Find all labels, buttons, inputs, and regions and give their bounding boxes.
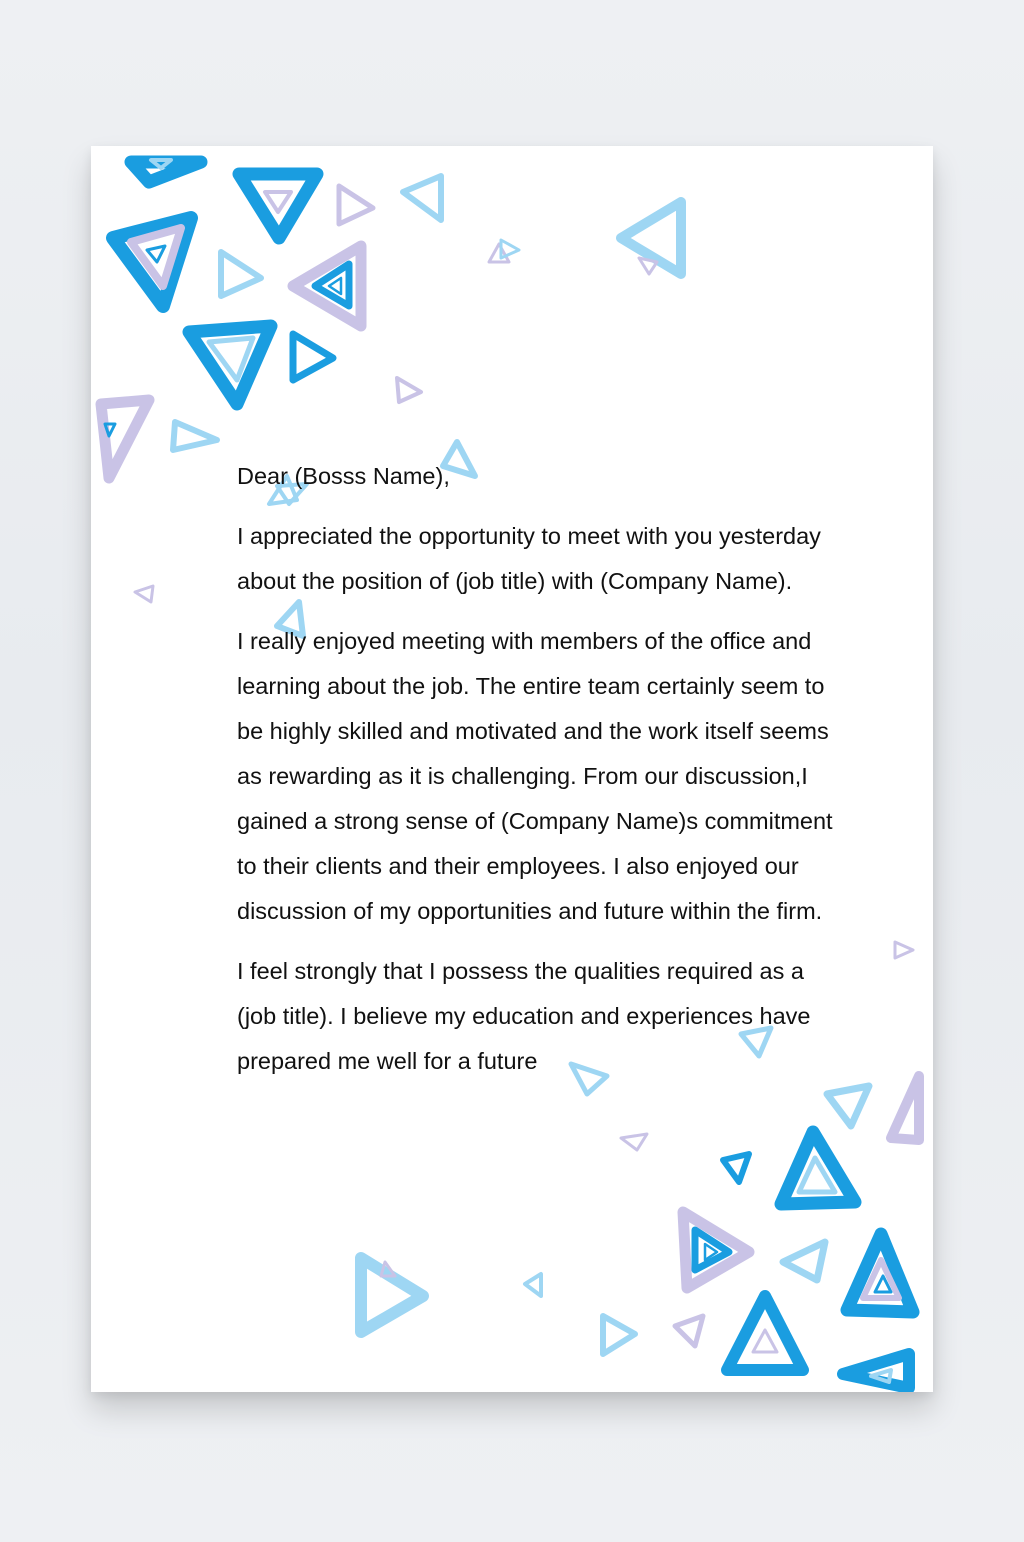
paragraph-2: I really enjoyed meeting with members of the office and learning about the job. The entire team certainly seem to be highly skilled and motivated and the work itself seems as rewarding as it is challenging. From our discussion,I gained a strong sense of (Company Name)s commitment to their clients and their employees. I also enjoyed our discussion of my opportunities and future within the firm. (237, 628, 833, 924)
paragraph-3: I feel strongly that I possess the qualities required as a (job title). I believe my education and experiences have prepared me well for a future (237, 958, 811, 1074)
salutation: Dear (Bosss Name), (237, 463, 450, 489)
paragraph-1: I appreciated the opportunity to meet with you yesterday about the position of (job title) with (Company Name). (237, 523, 821, 594)
letter-page (91, 146, 933, 1392)
letter-body (237, 454, 837, 1099)
bottom-right-triangle-cluster (361, 1132, 913, 1388)
